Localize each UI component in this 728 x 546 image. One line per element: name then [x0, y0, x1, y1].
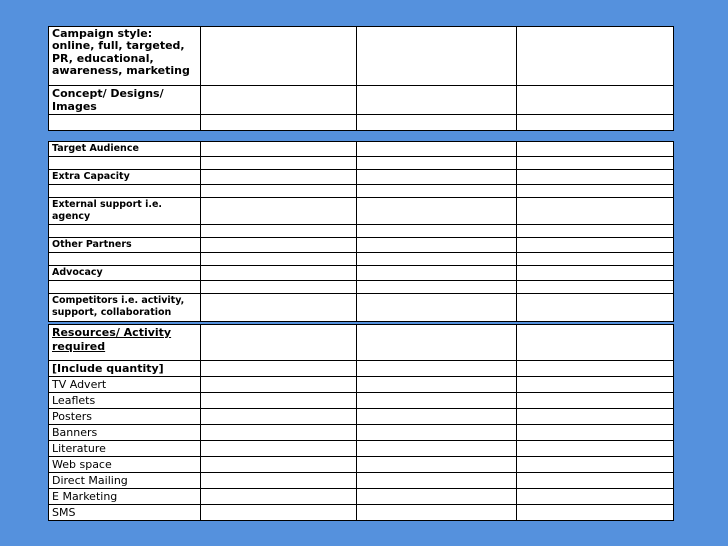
empty-cell[interactable]: [357, 473, 517, 489]
resource-item: Posters: [49, 409, 201, 425]
empty-cell[interactable]: [357, 489, 517, 505]
empty-cell[interactable]: [357, 27, 517, 86]
include-quantity-label: [Include quantity]: [49, 361, 201, 377]
empty-cell[interactable]: [517, 266, 674, 281]
empty-cell[interactable]: [357, 505, 517, 521]
empty-cell[interactable]: [201, 473, 357, 489]
external-support-line: External support i.e.: [52, 199, 163, 210]
empty-cell[interactable]: [517, 425, 674, 441]
empty-cell[interactable]: [517, 142, 674, 157]
resources-table: [48, 324, 674, 521]
empty-cell[interactable]: [201, 185, 357, 198]
empty-cell[interactable]: [357, 266, 517, 281]
campaign-style-cell: [49, 27, 201, 86]
empty-cell[interactable]: [517, 198, 674, 225]
empty-cell[interactable]: [201, 294, 357, 322]
empty-cell[interactable]: [49, 225, 201, 238]
empty-cell[interactable]: [517, 457, 674, 473]
empty-cell[interactable]: [49, 281, 201, 294]
empty-cell[interactable]: [49, 157, 201, 170]
campaign-style-line: awareness, marketing: [52, 64, 190, 78]
empty-cell[interactable]: [517, 157, 674, 170]
empty-cell[interactable]: [517, 115, 674, 131]
empty-cell[interactable]: [517, 505, 674, 521]
empty-cell[interactable]: [517, 393, 674, 409]
concept-label: Concept/ Designs/ Images: [49, 86, 201, 115]
empty-cell[interactable]: [201, 170, 357, 185]
empty-cell[interactable]: [201, 457, 357, 473]
empty-cell[interactable]: [357, 157, 517, 170]
empty-cell[interactable]: [517, 225, 674, 238]
empty-cell[interactable]: [357, 425, 517, 441]
empty-cell[interactable]: [201, 409, 357, 425]
campaign-style-line: online, full, targeted,: [52, 39, 185, 53]
competitors-line: Competitors i.e. activity,: [52, 295, 185, 306]
empty-cell[interactable]: [49, 185, 201, 198]
resource-item: Literature: [49, 441, 201, 457]
empty-cell[interactable]: [517, 185, 674, 198]
empty-cell[interactable]: [357, 86, 517, 115]
external-support-label: [49, 198, 201, 225]
empty-cell[interactable]: [201, 225, 357, 238]
empty-cell[interactable]: [201, 489, 357, 505]
empty-cell[interactable]: [357, 457, 517, 473]
empty-cell[interactable]: [201, 86, 357, 115]
competitors-label: [49, 294, 201, 322]
empty-cell[interactable]: [201, 325, 357, 361]
empty-cell[interactable]: [201, 266, 357, 281]
empty-cell[interactable]: [201, 281, 357, 294]
advocacy-label: Advocacy: [49, 266, 201, 281]
empty-cell[interactable]: [517, 281, 674, 294]
target-audience-label: Target Audience: [49, 142, 201, 157]
empty-cell[interactable]: [357, 281, 517, 294]
empty-cell[interactable]: [357, 377, 517, 393]
resource-item: Leaflets: [49, 393, 201, 409]
empty-cell[interactable]: [357, 185, 517, 198]
campaign-style-line: PR, educational,: [52, 51, 154, 65]
empty-cell[interactable]: [357, 142, 517, 157]
resource-item: E Marketing: [49, 489, 201, 505]
empty-cell[interactable]: [357, 409, 517, 425]
empty-cell[interactable]: [357, 325, 517, 361]
empty-cell[interactable]: [49, 115, 201, 131]
empty-cell[interactable]: [357, 441, 517, 457]
empty-cell[interactable]: [201, 505, 357, 521]
empty-cell[interactable]: [201, 393, 357, 409]
empty-cell[interactable]: [201, 377, 357, 393]
resource-item: Banners: [49, 425, 201, 441]
empty-cell[interactable]: [357, 198, 517, 225]
campaign-style-line: Campaign style:: [52, 27, 153, 40]
empty-cell[interactable]: [201, 142, 357, 157]
empty-cell[interactable]: [517, 489, 674, 505]
empty-cell[interactable]: [517, 409, 674, 425]
empty-cell[interactable]: [517, 27, 674, 86]
empty-cell[interactable]: [517, 361, 674, 377]
campaign-table: [48, 26, 674, 131]
empty-cell[interactable]: [517, 441, 674, 457]
empty-cell[interactable]: [201, 238, 357, 253]
empty-cell[interactable]: [357, 253, 517, 266]
empty-cell[interactable]: [517, 325, 674, 361]
empty-cell[interactable]: [517, 473, 674, 489]
empty-cell[interactable]: [357, 294, 517, 322]
resources-header: [49, 325, 201, 361]
empty-cell[interactable]: [201, 27, 357, 86]
empty-cell[interactable]: [357, 115, 517, 131]
empty-cell[interactable]: [357, 393, 517, 409]
resources-header-line: Resources/ Activity: [52, 326, 172, 339]
competitors-line: support, collaboration: [52, 307, 172, 318]
resources-header-line: required: [52, 340, 106, 353]
empty-cell[interactable]: [517, 86, 674, 115]
empty-cell[interactable]: [201, 198, 357, 225]
empty-cell[interactable]: [517, 253, 674, 266]
extra-capacity-label: Extra Capacity: [49, 170, 201, 185]
empty-cell[interactable]: [357, 361, 517, 377]
empty-cell[interactable]: [201, 361, 357, 377]
empty-cell[interactable]: [517, 294, 674, 322]
empty-cell[interactable]: [357, 225, 517, 238]
resource-item: Web space: [49, 457, 201, 473]
external-support-line: agency: [52, 211, 91, 222]
empty-cell[interactable]: [49, 253, 201, 266]
resource-item: SMS: [49, 505, 201, 521]
empty-cell[interactable]: [201, 115, 357, 131]
resource-item: Direct Mailing: [49, 473, 201, 489]
resource-item: TV Advert: [49, 377, 201, 393]
empty-cell[interactable]: [201, 157, 357, 170]
empty-cell[interactable]: [357, 170, 517, 185]
empty-cell[interactable]: [201, 425, 357, 441]
empty-cell[interactable]: [517, 170, 674, 185]
empty-cell[interactable]: [201, 253, 357, 266]
other-partners-label: Other Partners: [49, 238, 201, 253]
empty-cell[interactable]: [201, 441, 357, 457]
empty-cell[interactable]: [357, 238, 517, 253]
empty-cell[interactable]: [517, 238, 674, 253]
audience-table: [48, 141, 674, 322]
empty-cell[interactable]: [517, 377, 674, 393]
